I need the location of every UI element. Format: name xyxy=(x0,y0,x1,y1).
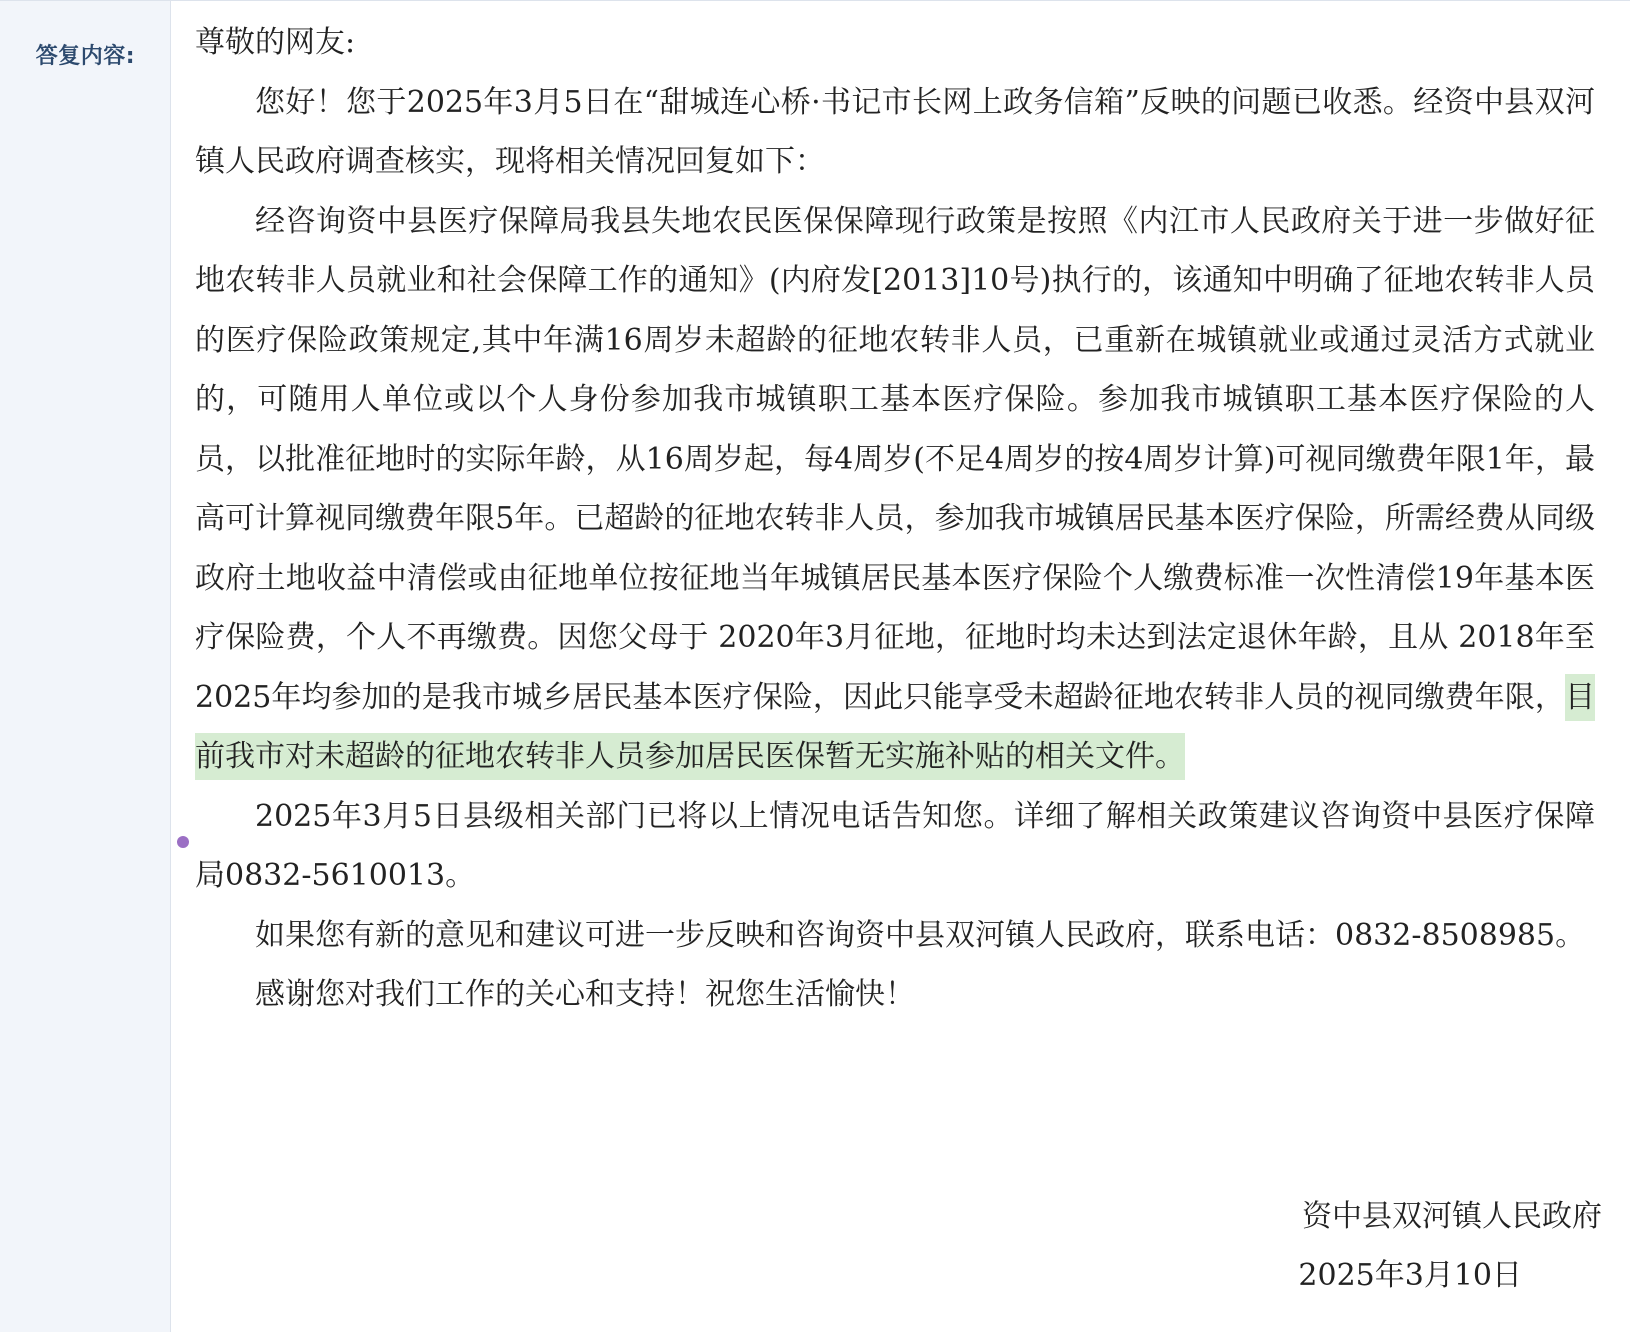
notified-paragraph: 2025年3月5日县级相关部门已将以上情况电话告知您。详细了解相关政策建议咨询资中县医疗保障局0832-5610013。 xyxy=(195,798,1595,893)
signature-block xyxy=(1298,1187,1602,1305)
reply-content-cell xyxy=(171,1,1630,1332)
thanks-paragraph: 感谢您对我们工作的关心和支持！祝您生活愉快！ xyxy=(255,977,915,1012)
annotation-marker-dot[interactable] xyxy=(177,836,189,848)
signature-date: 2025年3月10日 xyxy=(1298,1258,1522,1293)
salutation: 尊敬的网友: xyxy=(195,25,356,60)
highlighted-text[interactable]: 目前我市对未超龄的征地农转非人员参加居民医保暂无实施补贴的相关文件。 xyxy=(195,674,1595,781)
intro-paragraph: 您好！您于2025年3月5日在“甜城连心桥·书记市长网上政务信箱”反映的问题已收悉。经资中县双河镇人民政府调查核实，现将相关情况回复如下： xyxy=(195,84,1595,179)
policy-text: 经咨询资中县医疗保障局我县失地农民医保保障现行政策是按照《内江市人民政府关于进一步做好征地农转非人员就业和社会保障工作的通知》(内府发[2013]10号)执行的，该通知中明确了征地农转非人员的医疗保险政策规定,其中年满16周岁未超龄的征地农转非人员，已重新在城镇就业或通过灵活方式就业的，可随用人单位或以个人身份参加我市城镇职工基本医疗保险。参加我市城镇职工基本医疗保险的人员，以批准征地时的实际年龄，从16周岁起，每4周岁(不足4周岁的按4周岁计算)可视同缴费年限1年，最高可计算视同缴费年限5年。已超龄的征地农转非人员，参加我市城镇居民基本医疗保险，所需经费从同级政府土地收益中清偿或由征地单位按征地当年城镇居民基本医疗保险个人缴费标准一次性清偿19年基本医疗保险费，个人不再缴费。因您父母于 2020年3月征地，征地时均未达到法定退休年龄，且从 2018年至2025年均参加的是我市城乡居民基本医疗保险，因此只能享受未超龄征地农转非人员的视同缴费年限， xyxy=(195,203,1595,715)
reply-label-cell xyxy=(0,1,171,1332)
reply-body xyxy=(195,13,1595,1025)
signature-organization: 资中县双河镇人民政府 xyxy=(1302,1199,1602,1234)
contact-paragraph: 如果您有新的意见和建议可进一步反映和咨询资中县双河镇人民政府，联系电话：0832-8508985。 xyxy=(255,917,1586,953)
reply-content-label: 答复内容: xyxy=(35,44,135,69)
policy-paragraph xyxy=(195,192,1595,787)
